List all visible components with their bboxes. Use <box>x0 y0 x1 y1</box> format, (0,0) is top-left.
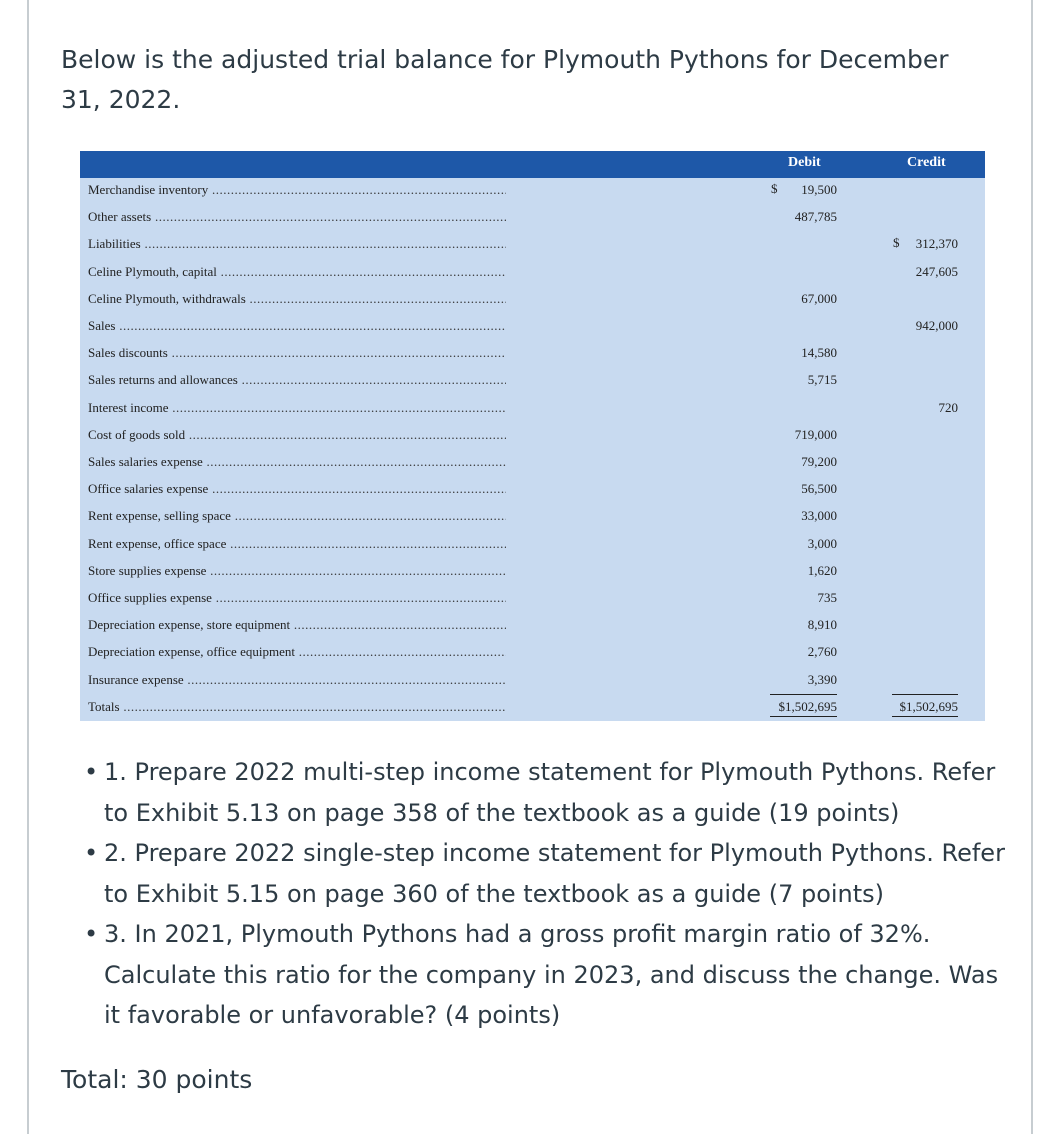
account-name: Cost of goods sold ..... <box>88 427 506 443</box>
total-points: Total: 30 points <box>61 1065 253 1094</box>
account-name: Celine Plymouth, capital ..... <box>88 264 506 280</box>
debit-amount: 67,000 <box>801 290 837 306</box>
debit-amount: 14,580 <box>801 345 837 361</box>
debit-amount: 719,000 <box>794 426 837 442</box>
account-name: Office supplies expense ..... <box>88 590 506 606</box>
account-name: Sales ..... <box>88 318 506 334</box>
table-row <box>80 423 985 450</box>
table-row <box>80 341 985 368</box>
debit-dollar-sign: $ <box>771 181 778 196</box>
task-item: • 1. Prepare 2022 multi-step income statement for Plymouth Pythons. Refer to Exhibit 5.13 on page 358 of the textbook as a guide (19 points) <box>84 752 1014 833</box>
debit-amount: 5,715 <box>807 372 837 388</box>
content-border-right <box>1031 0 1033 1134</box>
debit-amount: 735 <box>817 590 837 605</box>
credit-amount: 720 <box>938 399 958 415</box>
credit-total-double-rule <box>892 716 958 717</box>
account-name: Sales discounts ..... <box>88 345 506 361</box>
account-name: Insurance expense ..... <box>88 672 506 688</box>
credit-dollar-sign: $ <box>893 235 900 251</box>
credit-amount: 312,370 <box>915 236 958 252</box>
table-row <box>80 450 985 477</box>
credit-amount: 247,605 <box>915 263 958 279</box>
table-row <box>80 314 985 341</box>
debit-amount: 33,000 <box>801 508 837 524</box>
debit-total-rule <box>770 694 837 695</box>
table-row <box>80 695 985 722</box>
table-row <box>80 504 985 531</box>
account-name: Liabilities ..... <box>88 236 506 252</box>
account-name: Rent expense, selling space ..... <box>88 508 506 524</box>
debit-amount: 2,760 <box>807 644 837 660</box>
table-header <box>80 151 985 178</box>
credit-total-rule <box>892 694 958 695</box>
table-row <box>80 287 985 314</box>
account-name: Merchandise inventory ..... <box>88 182 506 198</box>
account-name: Sales returns and allowances ..... <box>88 372 506 388</box>
account-name: Totals ..... <box>88 699 506 715</box>
content-border-left <box>27 0 29 1134</box>
table-row <box>80 586 985 613</box>
table-row <box>80 640 985 667</box>
task-item: • 3. In 2021, Plymouth Pythons had a gross profit margin ratio of 32%. Calculate this ratio for the company in 2023, and discuss the change. Was it favorable or unfavorable? (4 points) <box>84 914 1014 1036</box>
account-name: Depreciation expense, office equipment ..... <box>88 644 506 660</box>
intro-paragraph: Below is the adjusted trial balance for Plymouth Pythons for December 31, 2022. <box>61 45 949 114</box>
credit-amount: 942,000 <box>915 318 958 333</box>
credit-header: Credit <box>907 155 946 170</box>
account-name: Sales salaries expense ..... <box>88 454 506 470</box>
debit-amount: 79,200 <box>801 454 837 469</box>
debit-header: Debit <box>788 155 821 170</box>
table-row <box>80 532 985 559</box>
trial-balance-table <box>80 151 985 721</box>
debit-amount: 56,500 <box>801 481 837 497</box>
account-name: Celine Plymouth, withdrawals ..... <box>88 291 506 307</box>
account-name: Rent expense, office space ..... <box>88 536 506 552</box>
account-name: Office salaries expense ..... <box>88 481 506 497</box>
task-item: • 2. Prepare 2022 single-step income statement for Plymouth Pythons. Refer to Exhibit 5.15 on page 360 of the textbook as a guide (7 points) <box>84 833 1014 914</box>
debit-amount: 1,620 <box>807 562 837 578</box>
table-row <box>80 668 985 695</box>
debit-amount: $1,502,695 <box>778 698 837 714</box>
table-row <box>80 205 985 232</box>
debit-amount: 487,785 <box>794 209 837 225</box>
debit-amount: 3,390 <box>807 671 837 687</box>
table-row <box>80 396 985 423</box>
account-name: Store supplies expense ..... <box>88 563 506 579</box>
debit-amount: 19,500 <box>801 182 837 197</box>
debit-amount: 3,000 <box>807 535 837 551</box>
task-list <box>84 752 1014 1036</box>
account-name: Other assets ..... <box>88 209 506 225</box>
table-row <box>80 477 985 504</box>
table-row <box>80 178 985 205</box>
account-name: Interest income ..... <box>88 400 506 416</box>
debit-amount: 8,910 <box>807 617 837 633</box>
credit-amount: $1,502,695 <box>899 698 958 714</box>
table-row <box>80 559 985 586</box>
table-row <box>80 368 985 395</box>
account-name: Depreciation expense, store equipment ..... <box>88 617 506 633</box>
table-row <box>80 613 985 640</box>
table-row <box>80 260 985 287</box>
debit-total-double-rule <box>770 716 837 717</box>
table-row <box>80 232 985 259</box>
